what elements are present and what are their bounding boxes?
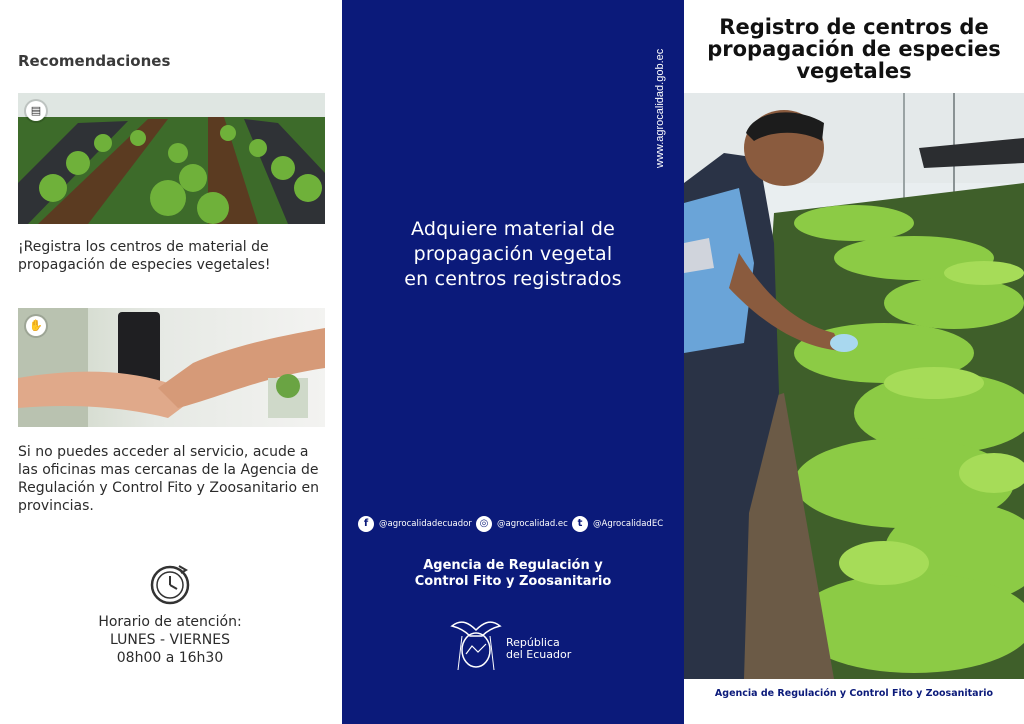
instagram-handle: @agrocalidad.ec — [497, 519, 568, 529]
document-icon: ▤ — [26, 101, 46, 121]
clock-icon — [148, 562, 192, 606]
agency-name — [342, 558, 684, 590]
hours-time: 08h00 a 16h30 — [116, 650, 224, 666]
website-url — [650, 20, 668, 170]
agency-line-2: Control Fito y Zoosanitario — [414, 574, 612, 589]
register-centers-text: ¡Registra los centros de material de propagación de especies vegetales! — [18, 239, 271, 273]
headline — [342, 217, 684, 292]
twitter-handle: @AgrocalidadEC — [593, 519, 664, 529]
cover-title-line-2: propagación de especies — [707, 37, 1001, 61]
recommendations-title: Recomendaciones — [18, 52, 171, 70]
hours-days: LUNES - VIERNES — [110, 632, 230, 648]
instagram-icon: ◎ — [476, 516, 492, 532]
office-hours — [60, 613, 280, 667]
headline-line-3: en centros registrados — [404, 268, 622, 290]
handshake-photo — [18, 308, 325, 427]
handshake-icon: ✋ — [26, 316, 46, 336]
facebook-icon: f — [358, 516, 374, 532]
middle-panel — [342, 0, 684, 724]
agency-footer: Agencia de Regulación y Control Fito y Zoosanitario — [714, 688, 994, 699]
republic-line-2: del Ecuador — [506, 648, 572, 661]
headline-line-1: Adquiere material de — [410, 218, 615, 240]
social-links — [358, 515, 678, 533]
instagram-link[interactable] — [476, 515, 568, 533]
facebook-link[interactable] — [358, 515, 472, 533]
hours-title: Horario de atención: — [98, 614, 242, 630]
republic-text — [506, 637, 571, 661]
cover-title-line-3: vegetales — [796, 59, 912, 83]
headline-line-2: propagación vegetal — [413, 243, 613, 265]
left-panel — [0, 0, 342, 724]
nursery-inspection-photo — [684, 93, 1024, 679]
greenhouse-rows-photo — [18, 93, 325, 224]
website-text: www.agrocalidad.gob.ec — [654, 48, 666, 168]
right-panel — [684, 0, 1024, 724]
agency-line-1: Agencia de Regulación y — [423, 558, 603, 573]
twitter-icon: t — [572, 516, 588, 532]
ecuador-seal-icon — [448, 616, 504, 674]
facebook-handle: @agrocalidadecuador — [379, 519, 472, 529]
twitter-link[interactable] — [572, 515, 663, 533]
republic-line-1: República — [506, 636, 560, 649]
cover-title — [684, 16, 1024, 82]
offices-text: Si no puedes acceder al servicio, acude a las oficinas mas cercanas de la Agencia de Regulación y Control Fito y Zoosanitario en provincias. — [18, 444, 319, 514]
cover-title-line-1: Registro de centros de — [719, 15, 989, 39]
